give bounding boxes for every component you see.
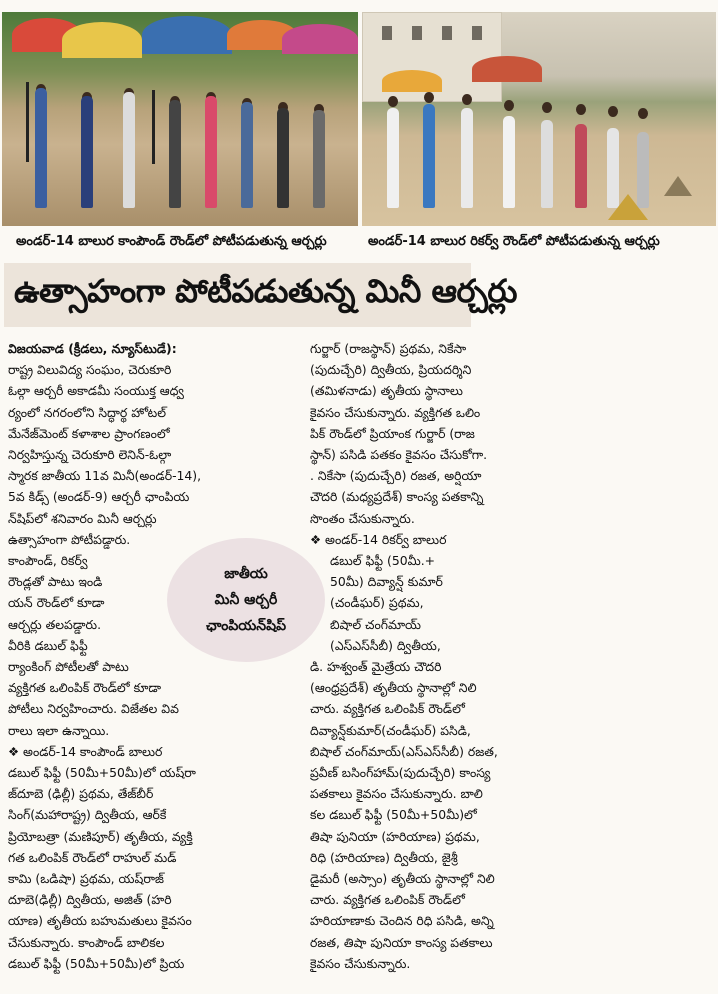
body-line: వీరికి డబుల్‌ ఫిఫ్టీ [8,637,88,653]
body-line: కైవసం చేసుకున్నారు. వ్యక్తిగత ఒలిం [310,404,481,420]
body-line: 5వ కిడ్స్‌ (అండర్‌-9) ఆర్చరీ ఛాంపియ [8,489,190,505]
body-line: . నికేసా (పుదుచ్చేరి) రజత, అర్షియా [310,468,482,484]
body-line: స్మారక జాతీయ 11వ మినీ(అండర్‌-14), [8,468,202,484]
body-line: ❖ అండర్‌-14 కాంపౌండ్‌ బాలుర [8,743,163,759]
body-line: హరియాణాకు చెందిన రిధి పసిడి, అన్ని [310,913,494,929]
photo-compound-round [2,12,358,226]
body-line: రాలు ఇలా ఉన్నాయి. [8,722,110,738]
photo-caption-left: అండర్‌-14 బాలుర కాంపౌండ్‌ రౌండ్‌లో పోటీపడుతున్న ఆర్చర్లు [16,234,327,249]
body-line: ర్యాంకింగ్‌ పోటీలతో పాటు [8,659,129,675]
body-line: 50మీ) దివ్యాన్ష్‌ కుమార్‌ [330,574,443,590]
body-line: చేసుకున్నారు. కాంపౌండ్‌ బాలికల [8,934,165,950]
body-line: దివ్యాన్ష్‌కుమార్‌(చండీఘర్‌) పసిడి, [310,722,471,738]
body-line: (పుదుచ్చేరి) ద్వితీయ, ప్రియదర్శిని [310,362,472,378]
callout-line: జాతీయ [224,566,268,582]
body-line: రజత, తిషా పునియా కాంస్య పతకాలు [310,934,493,950]
body-line: సింగ్‌(మహారాష్ట్ర) ద్వితీయ, ఆర్‌కే [8,807,167,823]
headline: ఉత్సాహంగా పోటీపడుతున్న మినీ ఆర్చర్లు [14,272,517,310]
body-line: చారు. వ్యక్తిగత ఒలింపిక్‌ రౌండ్‌లో [310,892,465,908]
body-line: కల డబుల్‌ ఫిఫ్టీ (50మీ+50మీ)లో [310,807,477,823]
body-line: చారు. వ్యక్తిగత ఒలింపిక్‌ రౌండ్‌లో [310,701,465,717]
body-line: మేనేజ్‌మెంట్‌ కళాశాల ప్రాంగణంలో [8,425,170,441]
article-column-right [310,338,714,974]
body-line: స్థాన్‌) పసిడి పతకం కైవసం చేసుకోగా. [310,447,488,463]
photo-caption-right: అండర్‌-14 బాలుర రికర్వ్‌ రౌండ్‌లో పోటీపడుతున్న ఆర్చర్లు [368,234,660,249]
body-line: రౌండ్లతో పాటు ఇండి [8,574,103,590]
body-line: కామి (ఒడిషా) ప్రథమ, యష్‌రాజ్‌ [8,871,164,887]
callout-line: ఛాంపియన్‌షిప్‌ [205,618,287,634]
dateline: విజయవాడ (క్రీడలు, న్యూస్‌టుడే): [8,341,177,356]
body-line: డబుల్‌ ఫిఫ్టీ (50మీ.+ [330,553,436,569]
body-line: (చండీఘర్‌) ప్రథమ, [330,595,424,611]
body-line: బిషాల్‌ చంగ్‌మాయ్‌ [330,616,421,632]
body-line: పోటీలు నిర్వహించారు. విజేతల వివ [8,701,179,717]
body-line: దూబె(ఢిల్లీ) ద్వితీయ, అజిత్‌ (హరి [8,892,172,908]
body-line: డైమరీ (అస్సాం) తృతీయ స్థానాల్లో నిలి [310,871,495,887]
body-line: యన్‌ రౌండ్‌లో కూడా [8,595,105,611]
body-line: ప్రియోబత్రా (మణిపూర్‌) తృతీయ, వ్యక్తి [8,828,193,844]
body-line: బిషాల్‌ చంగ్‌మాయ్‌(ఎస్‌ఎస్‌సీబీ) రజత, [310,743,498,759]
photo-recurve-round [362,12,716,226]
body-line: ప్రవీణ్‌ బసింగ్‌హామ్‌(పుదుచ్చేరి) కాంస్య [310,765,491,781]
body-line: ర్యంలో నగరంలోని సిద్ధార్థ హోటల్‌ [8,404,166,420]
article-column-left [8,338,348,974]
body-line: వ్యక్తిగత ఒలింపిక్‌ రౌండ్‌లో కూడా [8,680,161,696]
body-line: ❖ అండర్‌-14 రికర్వ్‌ బాలుర [310,531,447,547]
body-line: రిధి (హరియాణ) ద్వితీయ, జైశ్రీ [310,849,458,865]
body-line: జ్‌దూబె (ఢిల్లీ) ప్రథమ, తేజ్‌బీర్‌ [8,786,154,802]
body-line: (ఎస్‌ఎస్‌సీబీ) ద్వితీయ, [330,637,441,653]
body-line: రాష్ట్ర విలువిద్య సంఘం, చెరుకూరి [8,362,172,378]
body-line: కైవసం చేసుకున్నారు. [310,955,411,971]
championship-callout [167,538,325,662]
body-line: కాంపౌండ్‌, రికర్వ్‌ [8,553,88,569]
body-line: ఓల్గా ఆర్చరీ అకాడమీ సంయుక్త ఆధ్వ [8,383,184,399]
body-line: ఆర్చర్లు తలపడ్డారు. [8,616,102,632]
body-line: ఉత్సాహంగా పోటీపడ్డారు. [8,531,131,547]
body-line: గుర్జార్‌ (రాజస్థాన్‌) ప్రథమ, నికేసా [310,341,467,356]
body-line: గత ఒలింపిక్‌ రౌండ్‌లో రాహుల్‌ మడ్‌ [8,849,177,865]
body-line: (ఆంధ్రప్రదేశ్‌) తృతీయ స్థానాల్లో నిలి [310,680,477,696]
body-line: చౌదరి (మధ్యప్రదేశ్‌) కాంస్య పతకాన్ని [310,489,484,505]
callout-line: మినీ ఆర్చరీ [214,592,278,608]
body-line: సొంతం చేసుకున్నారు. [310,510,415,526]
body-line: డబుల్‌ ఫిఫ్టీ (50మీ+50మీ)లో యష్‌రా [8,765,196,781]
body-line: పిక్‌ రౌండ్‌లో ప్రియాంక గుర్జార్‌ (రాజ [310,425,475,441]
body-line: డబుల్‌ ఫిఫ్టీ (50మీ+50మీ)లో ప్రియ [8,955,185,971]
body-line: (తమిళనాడు) తృతీయ స్థానాలు [310,383,463,399]
body-line: డి. హశ్వంత్‌ మైత్రేయ చౌదరి [310,659,442,675]
body-line: తిషా పునియా (హరియాణ) ప్రథమ, [310,828,480,844]
body-line: పతకాలు కైవసం చేసుకున్నారు. బాలి [310,786,483,802]
body-line: న్‌షిప్‌లో శనివారం మినీ ఆర్చర్లు [8,510,157,526]
body-line: యాణ) తృతీయ బహుమతులు కైవసం [8,913,192,929]
body-line: నిర్వహిస్తున్న చెరుకూరి లెనిన్‌-ఓల్గా [8,447,172,463]
